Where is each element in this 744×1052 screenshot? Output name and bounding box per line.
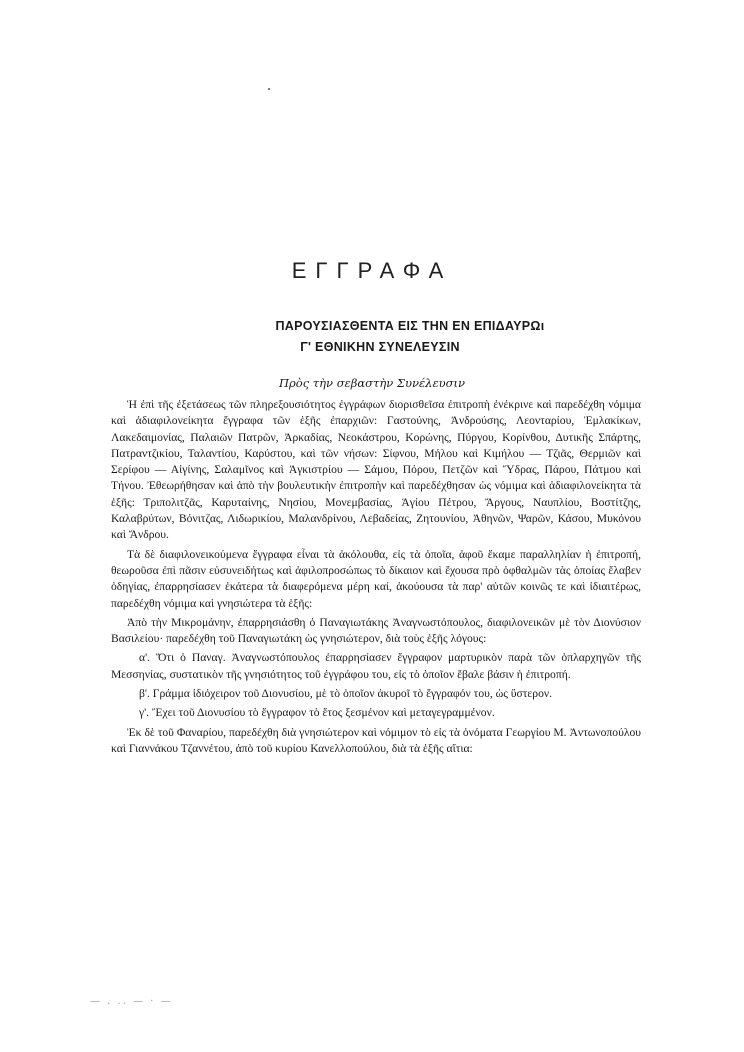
scan-edge-marks: — . .. — · — bbox=[90, 996, 173, 1007]
reason-alpha: α'. Ὅτι ὁ Παναγ. Ἀναγνωστόπουλος ἐπαρρησίασεν ἔγγραφον μαρτυρικὸν παρὰ τῶν ὁπλαρχηγῶν τῆς Μεσσηνίας, συστατικὸν τῆς γνησιότητος τοῦ ἐγγράφου του, εἰς τὸ ὁποῖον ἔβαλε βάσιν ἡ ἐπιτροπή. bbox=[111, 651, 641, 681]
document-body bbox=[111, 397, 641, 760]
document-title: ΕΓΓΡΑΦΑ bbox=[291, 258, 453, 283]
scan-speck bbox=[268, 88, 270, 90]
paragraph-fanari: Ἐκ δὲ τοῦ Φαναρίου, παρεδέχθη διὰ γνησιώτερον καὶ νόμιμον τὸ εἰς τὰ ὀνόματα Γεωργίου Μ. Ἀντωνοπούλου καὶ Γιαννάκου Τζαννέτου, ἀπὸ τοῦ κυρίου Κανελλοπούλου, διὰ τὰ ἑξῆς αἴτια: bbox=[111, 725, 641, 755]
address-line: Πρὸς τὴν σεβαστὴν Συνέλευσιν bbox=[279, 376, 465, 390]
paragraph-approved-provinces: Ἡ ἐπὶ τῆς ἐξετάσεως τῶν πληρεξουσιότητος ἐγγράφων διορισθεῖσα ἐπιτροπὴ ἐνέκρινε καὶ παρεδέχθη νόμιμα καὶ ἀδιαφιλονείκητα ἔγγραφα τῶν ἑξῆς ἐπαρχιῶν: Γαστούνης, Ἀνδρούσης, Λεονταρίου, Ἐμλακίκων, Λακεδαιμονίας, Παλαιῶν Πατρῶν, Ἀρκαδίας, Νεοκάστρου, Κορώνης, Πύργου, Κορίνθου, Δυτικῆς Σπάρτης, Πατραντζικίου, Ταλαντίου, Καρύστου, καὶ τῶν νήσων: Σίφνου, Μήλου καὶ Κιμήλου — Τζιᾶς, Θερμιῶν καὶ Σερίφου — Αἰγίνης, Σαλαμῖνος καὶ Ἀγκιστρίου — Σάμου, Πόρου, Πετζῶν καὶ Ὕδρας, Πάρου, Πάτμου καὶ Τήνου. Ἐθεωρήθησαν καὶ ἀπὸ τὴν βουλευτικὴν ἐπιτροπὴν καὶ παρεδέχθησαν ὡς νόμιμα καὶ ἀδιαφιλονείκητα τὰ ἑξῆς: Τριπολιτζᾶς, Καρυταίνης, Νησίου, Μονεμβασίας, Ἁγίου Πέτρου, Ἄργους, Ναυπλίου, Βοστίτζης, Καλαβρύτων, Βόνιτζας, Λιδωρικίου, Μαλανδρίνου, Λεβαδείας, Ζητουνίου, Ἀθηνῶν, Ψαρῶν, Κάσου, Μυκόνου καὶ Ἄνδρου. bbox=[111, 398, 641, 542]
document-subtitle-line2: Γ' ΕΘΝΙΚΗΝ ΣΥΝΕΛΕΥΣΙΝ bbox=[300, 340, 460, 354]
document-subtitle-line1: ΠΑΡΟΥΣΙΑΣΘΕΝΤΑ ΕΙΣ ΤΗΝ ΕΝ ΕΠΙΔΑΥΡΩι bbox=[275, 319, 545, 333]
reason-gamma: γ'. Ἔχει τοῦ Διονυσίου τὸ ἔγγραφον τὸ ἔτος ξεσμένον καὶ μεταγεγραμμένον. bbox=[139, 706, 495, 720]
paragraph-mikromani: Ἀπὸ τὴν Μικρομάνην, ἐπαρρησιάσθη ὁ Παναγιωτάκης Ἀναγνωστόπουλος, διαφιλονεικῶν μὲ τὸν Διονύσιον Βασιλείου· παρεδέχθη τοῦ Παναγιωτάκη ὡς γνησιώτερον, διὰ τοὺς ἑξῆς λόγους: bbox=[111, 615, 641, 646]
reason-beta: β'. Γράμμα ἰδιόχειρον τοῦ Διονυσίου, μὲ τὸ ὁποῖον ἀκυροῖ τὸ ἔγγραφόν του, ὡς ὕστερον. bbox=[139, 687, 553, 701]
paragraph-disputed-documents: Τὰ δὲ διαφιλονεικούμενα ἔγγραφα εἶναι τὰ ἀκόλουθα, εἰς τὰ ὁποῖα, ἀφοῦ ἔκαμε παραλληλίαν ἡ ἐπιτροπή, θεωροῦσα ἐπὶ πᾶσιν εὐσυνειδήτως καὶ ἀφιλοπροσώπως τὸ δίκαιον καὶ ἔχουσα πρὸ ὀφθαλμῶν τὰς ὁποίας ἔλαβεν ὁδηγίας, ἐπαρρησίασεν ἑκάτερα τὰ διαφερόμενα μέρη καί, ἀκούουσα τὰ παρ' αὐτῶν κοινῶς τε καὶ ἰδιαιτέρως, παρεδέχθη νόμιμα καὶ γνησιώτερα τὰ ἑξῆς: bbox=[111, 547, 641, 610]
